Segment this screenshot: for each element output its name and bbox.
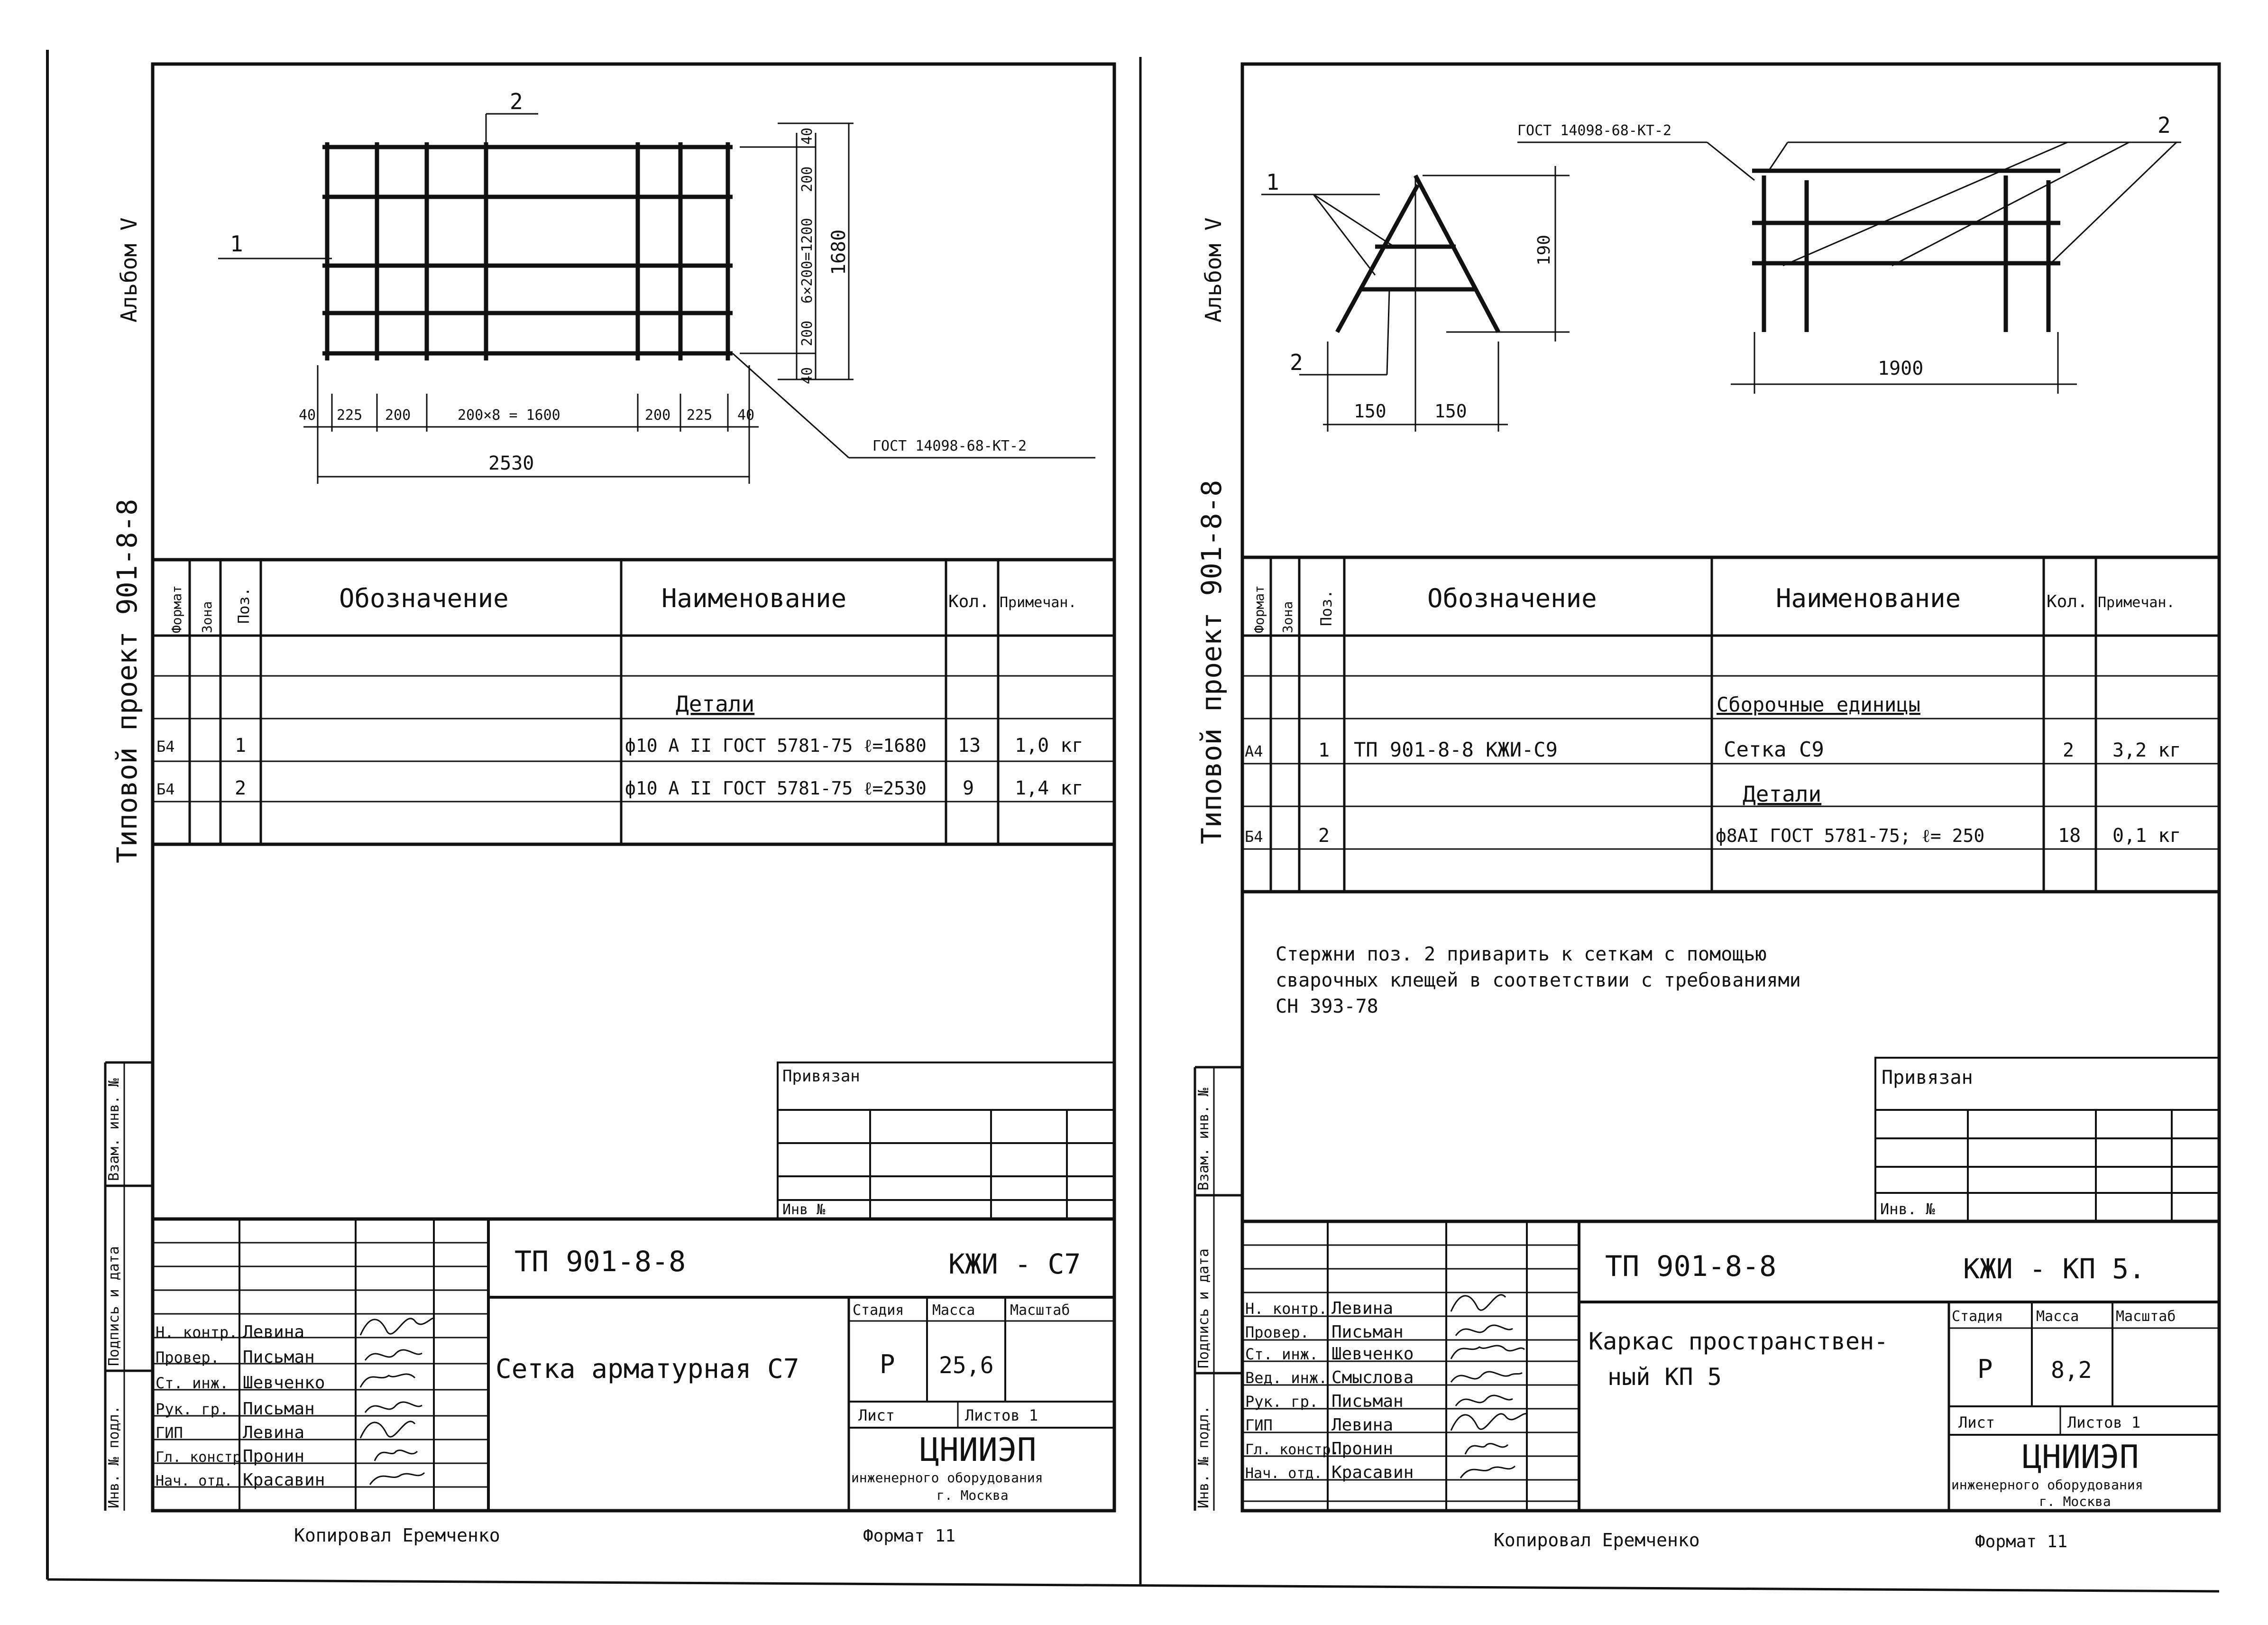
right-scale-h: Масштаб xyxy=(2116,1308,2176,1325)
left-stage: Р xyxy=(880,1349,895,1379)
left-name-7: Красавин xyxy=(243,1470,325,1490)
right-signatures xyxy=(1451,1295,1527,1478)
left-role-1: Н. контр. xyxy=(156,1323,238,1341)
left-sheet xyxy=(105,64,1114,1546)
left-row2-qty: 9 xyxy=(963,777,974,799)
left-role-7: Нач. отд. xyxy=(156,1473,233,1489)
right-org-city: г. Москва xyxy=(2039,1494,2111,1509)
frame-kp5-elevation xyxy=(1752,171,2060,332)
right-role-2: Провер. xyxy=(1245,1323,1309,1341)
right-name-1: Левина xyxy=(1331,1299,1394,1318)
right-stage-h: Стадия xyxy=(1952,1308,2003,1325)
left-row1-name: ф10 А II ГОСТ 5781-75 ℓ=1680 xyxy=(625,735,927,756)
right-sheet xyxy=(1195,64,2219,1551)
left-dim-h-225a: 225 xyxy=(337,407,363,424)
right-code: ТП 901-8-8 xyxy=(1605,1250,1777,1283)
left-row1-pos: 1 xyxy=(235,735,247,757)
right-sheets-h: Листов 1 xyxy=(2067,1413,2141,1431)
right-row1-qty: 2 xyxy=(2063,739,2075,761)
right-h-format: Формат xyxy=(1251,585,1267,633)
left-dim-h-40a: 40 xyxy=(299,407,316,424)
left-dim-v-total: 1680 xyxy=(828,229,850,275)
right-row2-qty: 18 xyxy=(2058,825,2081,847)
right-side-label-1: Взам. инв. № xyxy=(1195,1088,1212,1191)
right-title-2: ный КП 5 xyxy=(1607,1363,1722,1391)
left-name-2: Письман xyxy=(243,1348,315,1367)
right-section-details: Детали xyxy=(1743,781,1822,807)
right-role-5: Рук. гр. xyxy=(1245,1393,1319,1411)
left-name-6: Пронин xyxy=(243,1447,305,1466)
right-name-6: Левина xyxy=(1331,1415,1394,1435)
right-row2-name: ф8АI ГОСТ 5781-75; ℓ= 250 xyxy=(1716,825,1985,846)
right-side-label-2: Подпись и дата xyxy=(1195,1248,1212,1368)
left-dim-v-40b: 40 xyxy=(799,367,816,384)
left-h-qty: Кол. xyxy=(948,592,990,611)
right-dim-150b: 150 xyxy=(1434,401,1467,422)
right-section-assembly: Сборочные единицы xyxy=(1717,693,1920,716)
left-mass: 25,6 xyxy=(939,1352,994,1379)
right-format: Формат 11 xyxy=(1975,1532,2068,1551)
left-dim-v-40a: 40 xyxy=(799,127,816,145)
right-mass: 8,2 xyxy=(2051,1357,2092,1384)
right-h-name: Наименование xyxy=(1776,583,1961,613)
left-dim-v-200b: 200 xyxy=(799,320,816,346)
right-row1-pos: 1 xyxy=(1318,739,1330,761)
right-row2-pos: 2 xyxy=(1318,825,1330,847)
right-name-5: Письман xyxy=(1331,1392,1404,1411)
left-org-sub: инженерного оборудования xyxy=(851,1470,1043,1486)
right-gost-label: ГОСТ 14098-68-КТ-2 xyxy=(1517,122,1672,139)
right-org: ЦНИИЭП xyxy=(2022,1439,2139,1476)
left-privyazan-block xyxy=(778,1062,1114,1219)
left-sheets-h: Листов 1 xyxy=(965,1406,1038,1424)
left-org: ЦНИИЭП xyxy=(920,1431,1037,1469)
right-side-label-3: Инв. № подл. xyxy=(1195,1405,1212,1508)
left-copied: Копировал Еремченко xyxy=(294,1525,500,1546)
left-dim-h-225b: 225 xyxy=(687,407,713,424)
left-format: Формат 11 xyxy=(863,1526,956,1546)
left-role-2: Провер. xyxy=(156,1348,220,1366)
right-role-6: ГИП xyxy=(1245,1416,1273,1434)
right-role-4: Вед. инж. xyxy=(1245,1369,1328,1387)
right-copied: Копировал Еремченко xyxy=(1494,1530,1700,1551)
left-side-label-3: Инв. № подл. xyxy=(106,1405,122,1508)
left-signatures xyxy=(360,1318,434,1485)
left-row1-note: 1,0 кг xyxy=(1015,735,1083,757)
left-h-name: Наименование xyxy=(661,583,847,613)
left-row1-qty: 13 xyxy=(958,735,981,757)
right-role-3: Ст. инж. xyxy=(1245,1345,1319,1363)
left-sheet-h: Лист xyxy=(858,1406,895,1424)
left-mass-h: Масса xyxy=(932,1302,975,1319)
right-role-8: Нач. отд. xyxy=(1245,1465,1322,1482)
left-role-5: ГИП xyxy=(156,1424,183,1442)
left-h-format: Формат xyxy=(169,585,184,633)
right-inv-number: Инв. № xyxy=(1880,1200,1935,1218)
left-dim-h-200b: 200 xyxy=(645,407,671,424)
right-title-1: Каркас пространствен- xyxy=(1589,1328,1889,1355)
right-mark: КЖИ - КП 5. xyxy=(1963,1253,2146,1285)
right-h-pos: Поз. xyxy=(1317,589,1335,626)
left-stage-h: Стадия xyxy=(853,1302,904,1319)
left-row1-format: Б4 xyxy=(156,738,175,756)
right-h-zone: Зона xyxy=(1280,601,1295,633)
right-name-8: Красавин xyxy=(1331,1463,1414,1482)
right-row1-designation: ТП 901-8-8 КЖИ-С9 xyxy=(1354,738,1558,761)
frame-kp5-section xyxy=(1337,175,1498,332)
left-gost-label: ГОСТ 14098-68-КТ-2 xyxy=(872,438,1027,454)
left-role-3: Ст. инж. xyxy=(156,1374,229,1392)
left-side-label-2: Подпись и дата xyxy=(106,1246,122,1366)
mesh-c7-drawing xyxy=(322,142,733,360)
left-row2-note: 1,4 кг xyxy=(1015,777,1083,799)
left-pos2-label: 2 xyxy=(510,89,523,114)
right-name-4: Смыслова xyxy=(1331,1368,1414,1387)
right-dim-150a: 150 xyxy=(1354,401,1387,422)
left-h-note: Примечан. xyxy=(1000,594,1077,611)
right-note-line2: сварочных клещей в соответствии с требованиями xyxy=(1276,969,1801,991)
left-section-details: Детали xyxy=(676,691,755,717)
right-dim-w: 1900 xyxy=(1878,358,1924,379)
left-dim-v-mid: 6×200=1200 xyxy=(799,218,816,304)
left-name-5: Левина xyxy=(243,1423,305,1442)
left-dim-v-200a: 200 xyxy=(799,166,816,192)
left-role-4: Рук. гр. xyxy=(156,1400,229,1418)
left-dim-h-total: 2530 xyxy=(488,452,534,474)
left-row2-format: Б4 xyxy=(156,780,175,798)
left-album-label: Альбом V xyxy=(116,217,142,323)
left-row2-pos: 2 xyxy=(235,777,247,799)
left-org-city: г. Москва xyxy=(937,1487,1009,1503)
left-code: ТП 901-8-8 xyxy=(514,1245,686,1278)
right-mass-h: Масса xyxy=(2036,1308,2079,1325)
right-dim-h: 190 xyxy=(1534,234,1554,266)
right-h-qty: Кол. xyxy=(2047,592,2088,611)
left-mark: КЖИ - С7 xyxy=(948,1248,1081,1280)
right-h-note: Примечан. xyxy=(2098,594,2175,611)
left-privyazan: Привязан xyxy=(782,1067,860,1086)
right-row2-note: 0,1 кг xyxy=(2112,825,2181,847)
right-h-designation: Обозначение xyxy=(1427,583,1597,613)
left-name-3: Шевченко xyxy=(243,1373,325,1393)
left-project-label: Типовой проект 901-8-8 xyxy=(111,499,143,863)
left-scale-h: Масштаб xyxy=(1010,1302,1070,1319)
left-role-6: Гл. констр. xyxy=(156,1449,250,1466)
right-album-label: Альбом V xyxy=(1201,217,1226,323)
left-pos1-label: 1 xyxy=(230,231,243,257)
right-role-7: Гл. констр. xyxy=(1245,1441,1340,1458)
right-pos1-label: 1 xyxy=(1266,169,1279,195)
right-privyazan: Привязан xyxy=(1882,1067,1973,1089)
right-row2-format: Б4 xyxy=(1245,828,1263,846)
right-row1-format: А4 xyxy=(1245,742,1263,760)
left-name-1: Левина xyxy=(243,1322,305,1342)
right-pos2b-label: 2 xyxy=(2158,112,2171,138)
left-h-zone: Зона xyxy=(199,601,215,633)
left-title: Сетка арматурная С7 xyxy=(496,1354,799,1385)
right-name-7: Пронин xyxy=(1331,1439,1394,1459)
right-name-2: Письман xyxy=(1331,1322,1404,1342)
left-dim-h-200a: 200 xyxy=(385,407,411,424)
left-h-designation: Обозначение xyxy=(339,583,509,613)
left-dim-h-40b: 40 xyxy=(737,407,755,424)
right-stage: Р xyxy=(1977,1354,1993,1384)
right-name-3: Шевченко xyxy=(1331,1344,1414,1364)
right-note-line1: Стержни поз. 2 приварить к сеткам с помощью xyxy=(1276,943,1767,965)
left-dim-h-mid: 200×8 = 1600 xyxy=(458,407,560,424)
left-name-4: Письман xyxy=(243,1399,315,1419)
right-pos2a-label: 2 xyxy=(1290,350,1303,375)
left-side-label-1: Взам. инв. № xyxy=(106,1078,122,1181)
right-project-label: Типовой проект 901-8-8 xyxy=(1195,480,1228,844)
right-org-sub: инженерного оборудования xyxy=(1951,1477,2143,1493)
right-role-1: Н. контр. xyxy=(1245,1300,1328,1318)
left-row2-name: ф10 А II ГОСТ 5781-75 ℓ=2530 xyxy=(625,778,927,799)
right-sheet-h: Лист xyxy=(1958,1413,1995,1431)
right-note-line3: СН 393-78 xyxy=(1276,996,1378,1017)
right-row1-name: Сетка С9 xyxy=(1724,738,1824,762)
left-h-pos: Поз. xyxy=(235,587,253,624)
right-row1-note: 3,2 кг xyxy=(2112,739,2181,761)
left-inv-number: Инв № xyxy=(782,1201,826,1218)
